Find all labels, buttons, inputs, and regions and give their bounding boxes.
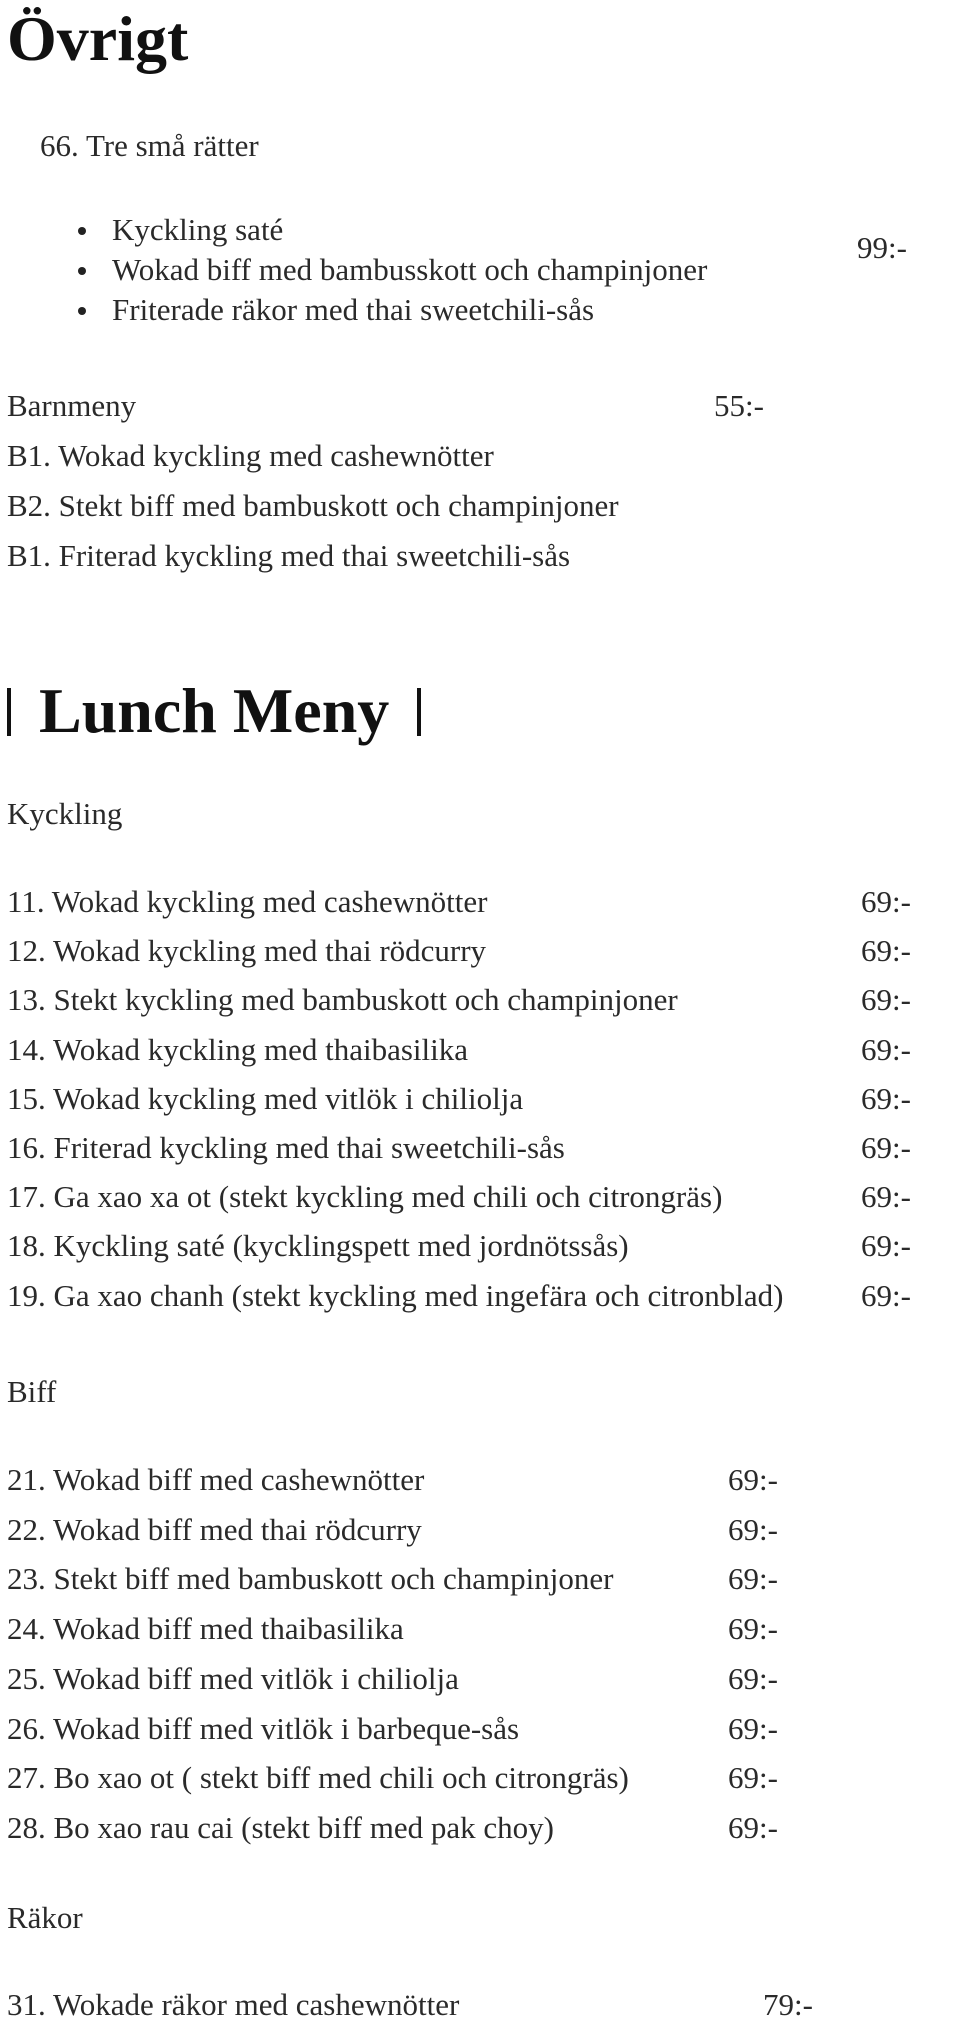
menu-item-price: 69:- — [861, 1130, 911, 1165]
menu-item-price: 69:- — [728, 1511, 778, 1547]
combo-title: 66. Tre små rätter — [40, 128, 259, 163]
menu-item-name: 13. Stekt kyckling med bambuskott och champinjoner — [7, 982, 678, 1018]
bullet-icon — [78, 227, 86, 235]
menu-item-name: 24. Wokad biff med thaibasilika — [7, 1611, 404, 1647]
menu-item-price: 69:- — [728, 1809, 778, 1845]
menu-item-price: 79:- — [763, 1987, 813, 2022]
combo-item-list — [112, 210, 707, 330]
menu-item-price: 69:- — [728, 1760, 778, 1796]
category-heading-kyckling: Kyckling — [7, 796, 123, 831]
category-heading-rakor: Räkor — [7, 1900, 83, 1935]
menu-item-price: 69:- — [728, 1611, 778, 1647]
menu-item-name: 12. Wokad kyckling med thai rödcurry — [7, 933, 487, 969]
menu-item-price: 69:- — [728, 1462, 778, 1497]
bullet-icon — [78, 267, 86, 275]
menu-item-price: 69:- — [861, 884, 911, 919]
section-title-ovrigt: Övrigt — [7, 3, 189, 74]
menu-item-name: 28. Bo xao rau cai (stekt biff med pak choy) — [7, 1809, 554, 1845]
menu-item-name: 31. Wokade räkor med cashewnötter — [7, 1987, 460, 2022]
list-item: Wokad biff med bambusskott och champinjoner — [112, 250, 707, 290]
section-title-lunch: Lunch Meny — [7, 674, 421, 748]
menu-item-price: 69:- — [861, 933, 911, 969]
barnmeny-item: B1. Wokad kyckling med cashewnötter — [7, 438, 494, 473]
menu-item-name: 25. Wokad biff med vitlök i chiliolja — [7, 1660, 459, 1696]
menu-item-row — [7, 1985, 813, 2025]
menu-item-price: 69:- — [861, 1031, 911, 1067]
list-item: Kyckling saté — [112, 210, 707, 250]
menu-item-row — [7, 882, 911, 922]
menu-item-price: 69:- — [728, 1710, 778, 1746]
menu-item-price: 69:- — [861, 1080, 911, 1116]
menu-item-row — [7, 1510, 778, 1550]
menu-item-name: 14. Wokad kyckling med thaibasilika — [7, 1031, 468, 1067]
bullet-icon — [78, 307, 86, 315]
menu-item-name: 16. Friterad kyckling med thai sweetchili-sås — [7, 1130, 565, 1165]
menu-item-row — [7, 1079, 911, 1119]
menu-item-price: 69:- — [861, 1179, 911, 1215]
menu-item-row — [7, 1758, 778, 1798]
barnmeny-label: Barnmeny — [7, 388, 137, 423]
menu-item-row — [7, 1177, 911, 1217]
barnmeny-item: B2. Stekt biff med bambuskott och champinjoner — [7, 488, 619, 523]
menu-item-name: 11. Wokad kyckling med cashewnötter — [7, 884, 488, 919]
title-bar-left — [7, 688, 11, 736]
menu-item-row — [7, 1276, 911, 1316]
barnmeny-item: B1. Friterad kyckling med thai sweetchili-sås — [7, 538, 571, 573]
barnmeny-price: 55:- — [714, 388, 764, 423]
list-item: Friterade räkor med thai sweetchili-sås — [112, 290, 707, 330]
menu-item-row — [7, 1659, 778, 1699]
category-heading-biff: Biff — [7, 1374, 57, 1409]
menu-item-price: 69:- — [861, 1277, 911, 1313]
menu-item-name: 17. Ga xao xa ot (stekt kyckling med chili och citrongräs) — [7, 1179, 723, 1215]
menu-item-name: 22. Wokad biff med thai rödcurry — [7, 1511, 422, 1547]
menu-item-name: 23. Stekt biff med bambuskott och champinjoner — [7, 1561, 614, 1597]
menu-item-name: 19. Ga xao chanh (stekt kyckling med ingefära och citronblad) — [7, 1277, 784, 1313]
menu-item-row — [7, 1226, 911, 1266]
menu-item-row — [7, 1808, 778, 1848]
menu-item-name: 26. Wokad biff med vitlök i barbeque-sås — [7, 1710, 520, 1746]
menu-item-row — [7, 980, 911, 1020]
menu-item-price: 69:- — [861, 1228, 911, 1264]
menu-item-row — [7, 1460, 778, 1500]
menu-item-price: 69:- — [728, 1660, 778, 1696]
menu-item-row — [7, 931, 911, 971]
menu-item-row — [7, 1609, 778, 1649]
menu-item-row — [7, 1709, 778, 1749]
combo-price: 99:- — [857, 230, 907, 265]
menu-item-price: 69:- — [728, 1561, 778, 1597]
menu-item-name: 18. Kyckling saté (kycklingspett med jordnötssås) — [7, 1228, 629, 1264]
menu-item-row — [7, 1030, 911, 1070]
menu-item-row — [7, 1559, 778, 1599]
title-bar-right — [417, 688, 421, 736]
menu-item-row — [7, 1128, 911, 1168]
menu-item-name: 15. Wokad kyckling med vitlök i chiliolja — [7, 1080, 524, 1116]
menu-item-name: 27. Bo xao ot ( stekt biff med chili och citrongräs) — [7, 1760, 629, 1796]
menu-item-price: 69:- — [861, 982, 911, 1018]
menu-item-name: 21. Wokad biff med cashewnötter — [7, 1462, 425, 1497]
